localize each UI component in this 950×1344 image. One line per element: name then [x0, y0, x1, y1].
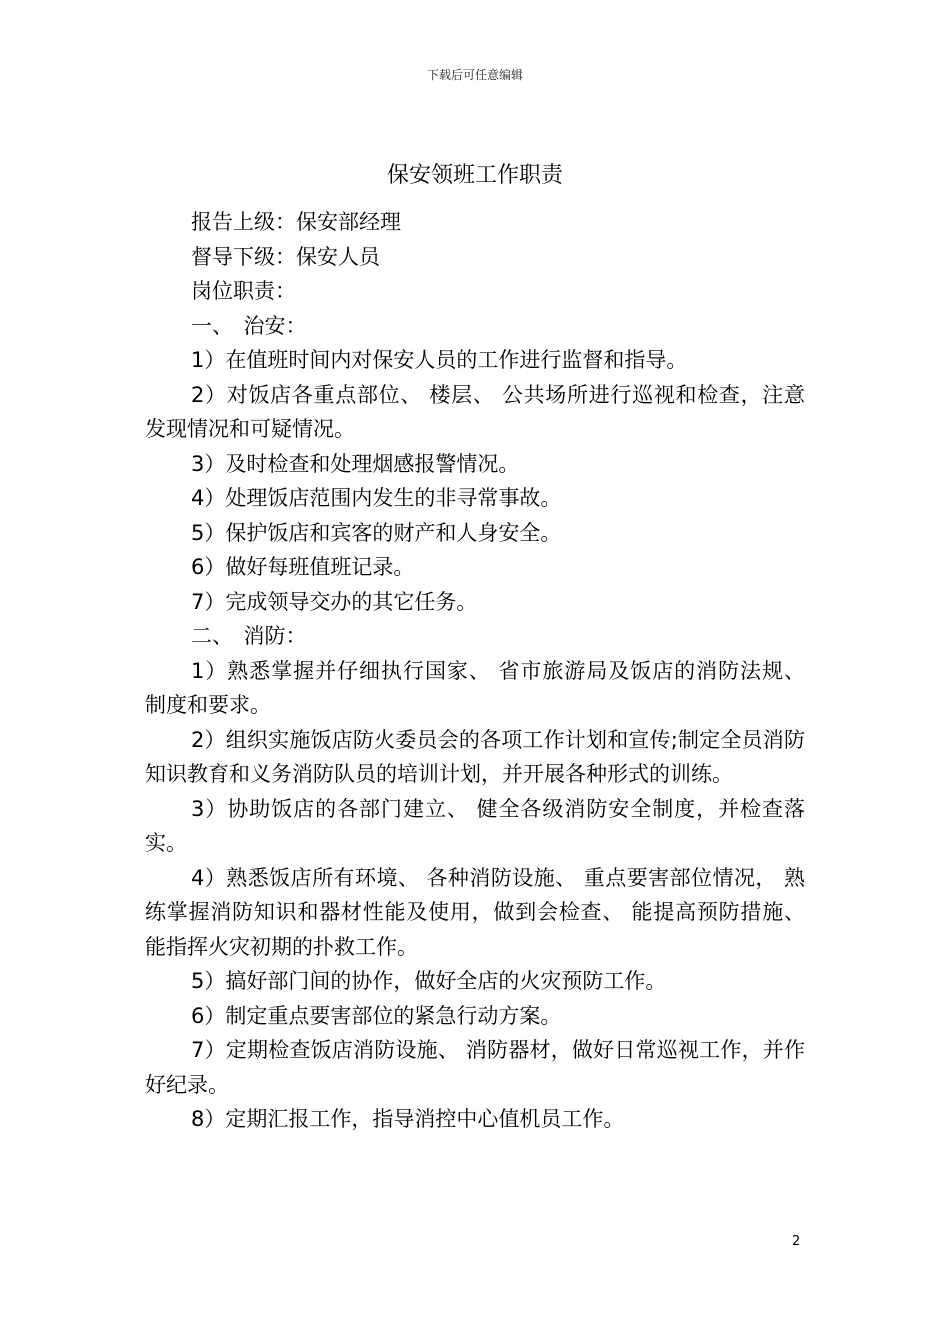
- security-item-6: 6）做好每班值班记录。: [191, 555, 415, 579]
- report-to-line: 报告上级：保安部经理: [191, 210, 401, 234]
- security-item-3: 3）及时检查和处理烟感报警情况。: [191, 451, 520, 476]
- security-item-2: 2）对饭店各重点部位、 楼层、 公共场所进行巡视和检查，注意发现情况和可疑情况。: [145, 382, 805, 441]
- fire-item-4: 4）熟悉饭店所有环境、 各种消防设施、 重点要害部位情况， 熟练掌握消防知识和器材性能及使用，做到会检查、 能提高预防措施、 能指挥火灾初期的扑救工作。: [145, 865, 805, 959]
- fire-item-3: 3）协助饭店的各部门建立、 健全各级消防安全制度，并检查落实。: [145, 796, 805, 855]
- fire-item-1: 1）熟悉掌握并仔细执行国家、 省市旅游局及饭店的消防法规、 制度和要求。: [145, 658, 805, 717]
- fire-item-7: 7）定期检查饭店消防设施、 消防器材，做好日常巡视工作，并作好纪录。: [145, 1038, 805, 1097]
- fire-item-5: 5）搞好部门间的协作，做好全店的火灾预防工作。: [191, 969, 667, 993]
- security-item-5: 5）保护饭店和宾客的财产和人身安全。: [191, 520, 562, 545]
- security-item-4: 4）处理饭店范围内发生的非寻常事故。: [191, 486, 562, 510]
- page-header-note: 下载后可任意编辑: [426, 68, 523, 82]
- page-number: 2: [792, 1234, 801, 1249]
- fire-item-8: 8）定期汇报工作，指导消控中心值机员工作。: [191, 1107, 625, 1131]
- document-body: [145, 205, 805, 1137]
- security-item-7: 7）完成领导交办的其它任务。: [191, 589, 478, 614]
- fire-item-2: 2）组织实施饭店防火委员会的各项工作计划和宣传;制定全员消防知识教育和义务消防队员的培训计划，并开展各种形式的训练。: [145, 727, 805, 786]
- document-title: 保安领班工作职责: [386, 163, 563, 188]
- fire-item-6: 6）制定重点要害部位的紧急行动方案。: [191, 1003, 562, 1028]
- duties-heading: 岗位职责：: [191, 279, 296, 303]
- supervise-line: 督导下级：保安人员: [191, 244, 380, 269]
- section-heading-security: 一、 治安：: [191, 313, 307, 338]
- section-heading-fire: 二、 消防：: [191, 624, 307, 648]
- security-item-1: 1）在值班时间内对保安人员的工作进行监督和指导。: [191, 348, 688, 372]
